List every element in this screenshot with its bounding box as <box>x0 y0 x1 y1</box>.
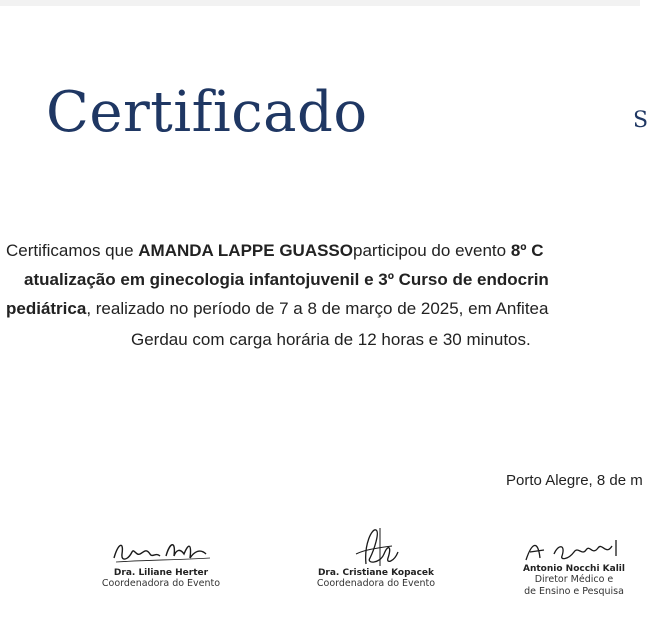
signer-role-3b: de Ensino e Pesquisa <box>524 586 624 597</box>
signer-role-2: Coordenadora do Evento <box>316 578 436 589</box>
signer-name-3: Antonio Nocchi Kalil <box>523 564 625 574</box>
body-line-4 <box>131 330 531 350</box>
event-name-continued: atualização em ginecologia infantojuvenil e 3º Curso de endocrin <box>24 270 549 289</box>
handwritten-signature-herter <box>106 534 216 568</box>
body-line-2 <box>24 270 549 290</box>
handwritten-signature-kalil <box>518 536 630 564</box>
handwritten-signature-kopacek <box>336 524 416 568</box>
body-intro: Certificamos que <box>6 241 139 260</box>
participant-name: AMANDA LAPPE GUASSO <box>138 241 353 260</box>
certificate-title: Certificado <box>46 80 368 145</box>
signer-name-1: Dra. Liliane Herter <box>113 568 209 578</box>
body-line-1 <box>6 241 544 261</box>
body-line-3 <box>6 299 548 319</box>
event-name-start: 8º C <box>510 241 544 260</box>
cut-off-edge-text: S <box>633 108 648 133</box>
workload-text: Gerdau com carga horária de 12 horas e 30 minutos. <box>131 330 531 349</box>
signer-role-1: Coordenadora do Evento <box>101 578 221 589</box>
signature-block-3 <box>512 536 636 598</box>
body-participated: participou do evento <box>353 241 511 260</box>
signature-block-2 <box>311 524 441 590</box>
signer-name-2: Dra. Cristiane Kopacek <box>317 568 435 578</box>
signature-block-1 <box>96 534 226 590</box>
event-name-end: pediátrica <box>6 299 87 318</box>
event-period: , realizado no período de 7 a 8 de março de 2025, em Anfitea <box>86 299 549 318</box>
signer-role-3a: Diretor Médico e <box>534 574 614 585</box>
top-border <box>0 0 640 6</box>
place-and-date: Porto Alegre, 8 de m <box>506 472 643 489</box>
